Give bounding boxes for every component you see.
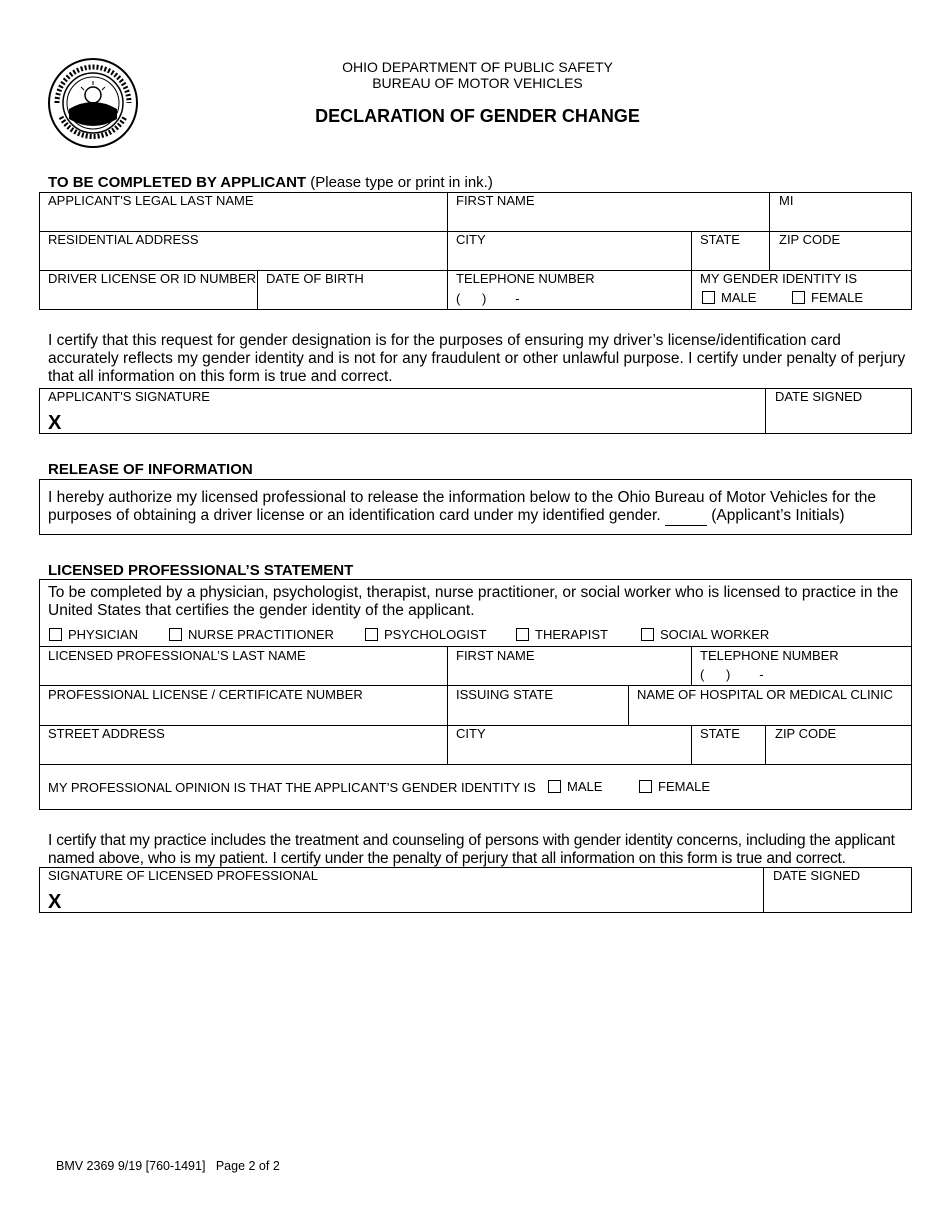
page-title: DECLARATION OF GENDER CHANGE — [315, 106, 640, 126]
professional-phone-field[interactable]: TELEPHONE NUMBER — [700, 648, 839, 663]
applicant-license-field[interactable]: DRIVER LICENSE OR ID NUMBER — [48, 271, 257, 286]
applicant-phone-format: ( ) - — [456, 291, 520, 306]
applicant-first-name-field[interactable]: FIRST NAME — [456, 193, 535, 208]
issuing-state-field[interactable]: ISSUING STATE — [456, 687, 554, 702]
social-worker-checkbox[interactable] — [641, 627, 769, 642]
checkbox-icon — [516, 628, 529, 641]
applicant-state-field[interactable]: STATE — [700, 232, 740, 247]
applicant-address-field[interactable]: RESIDENTIAL ADDRESS — [48, 232, 199, 247]
applicant-heading-note: (Please type or print in ink.) — [310, 174, 493, 191]
psychologist-label: PSYCHOLOGIST — [384, 627, 487, 642]
opinion-female-checkbox[interactable] — [639, 779, 710, 794]
therapist-label: THERAPIST — [535, 627, 608, 642]
professional-zip-field[interactable]: ZIP CODE — [775, 726, 837, 741]
checkbox-icon — [365, 628, 378, 641]
checkbox-icon — [169, 628, 182, 641]
female-label: FEMALE — [811, 290, 864, 305]
initials-label: (Applicant’s Initials) — [711, 507, 845, 524]
professional-signature-x: X — [48, 891, 62, 913]
applicant-heading — [48, 174, 493, 191]
bureau-name: BUREAU OF MOTOR VEHICLES — [372, 75, 583, 91]
opinion-female-label: FEMALE — [658, 779, 711, 794]
hospital-field[interactable]: NAME OF HOSPITAL OR MEDICAL CLINIC — [637, 687, 893, 702]
applicant-certification: I certify that this request for gender designation is for the purposes of ensuring my driver’s license/identification card accurately reflects my gender identity and is not for any fraudulent or other unlawful purpose. I certify under penalty of perjury that all information on this form is true and correct. — [48, 332, 906, 385]
professional-certification: I certify that my practice includes the treatment and counseling of persons with gender identity concerns, including the applicant named above, who is my patient. I certify under the penalty of perjury that all information on this form is true and correct. — [48, 832, 895, 867]
applicant-dob-field[interactable]: DATE OF BIRTH — [266, 271, 364, 286]
applicant-female-checkbox[interactable] — [792, 290, 863, 305]
professional-last-name-field[interactable]: LICENSED PROFESSIONAL’S LAST NAME — [48, 648, 306, 663]
opinion-male-checkbox[interactable] — [548, 779, 602, 794]
gender-identity-label: MY GENDER IDENTITY IS — [700, 271, 857, 286]
checkbox-icon — [49, 628, 62, 641]
professional-license-field[interactable]: PROFESSIONAL LICENSE / CERTIFICATE NUMBER — [48, 687, 363, 702]
checkbox-icon — [702, 291, 715, 304]
professional-street-field[interactable]: STREET ADDRESS — [48, 726, 165, 741]
applicant-heading-bold: TO BE COMPLETED BY APPLICANT — [48, 174, 307, 191]
release-body: I hereby authorize my licensed professional to release the information below to the Ohio Bureau of Motor Vehicles for the purposes of obtaining a driver license or an identification card under my identified gender. — [48, 489, 876, 524]
opinion-male-label: MALE — [567, 779, 603, 794]
form-number: BMV 2369 9/19 [760-1491] Page 2 of 2 — [56, 1159, 280, 1173]
applicant-signature-field[interactable]: APPLICANT'S SIGNATURE — [48, 389, 210, 404]
professional-first-name-field[interactable]: FIRST NAME — [456, 648, 535, 663]
social-worker-label: SOCIAL WORKER — [660, 627, 770, 642]
applicant-male-checkbox[interactable] — [702, 290, 756, 305]
applicant-last-name-field[interactable]: APPLICANT'S LEGAL LAST NAME — [48, 193, 254, 208]
professional-opinion-label: MY PROFESSIONAL OPINION IS THAT THE APPLICANT’S GENDER IDENTITY IS — [48, 780, 536, 795]
professional-date-signed-field[interactable]: DATE SIGNED — [773, 868, 861, 883]
checkbox-icon — [639, 780, 652, 793]
professional-phone-format: ( ) - — [700, 667, 764, 682]
dept-name: OHIO DEPARTMENT OF PUBLIC SAFETY — [342, 59, 613, 75]
nurse-practitioner-checkbox[interactable] — [169, 627, 334, 642]
applicant-date-signed-field[interactable]: DATE SIGNED — [775, 389, 863, 404]
therapist-checkbox[interactable] — [516, 627, 608, 642]
physician-checkbox[interactable] — [49, 627, 138, 642]
professional-city-field[interactable]: CITY — [456, 726, 486, 741]
checkbox-icon — [548, 780, 561, 793]
applicant-city-field[interactable]: CITY — [456, 232, 486, 247]
applicant-phone-field[interactable]: TELEPHONE NUMBER — [456, 271, 595, 286]
professional-intro: To be completed by a physician, psychologist, therapist, nurse practitioner, or social worker who is licensed to practice in the United States that certifies the gender identity of the applicant. — [48, 584, 899, 619]
physician-label: PHYSICIAN — [68, 627, 139, 642]
initials-input[interactable] — [665, 507, 707, 526]
checkbox-icon — [641, 628, 654, 641]
release-text — [48, 489, 906, 526]
male-label: MALE — [721, 290, 757, 305]
applicant-zip-field[interactable]: ZIP CODE — [779, 232, 841, 247]
professional-heading: LICENSED PROFESSIONAL’S STATEMENT — [48, 562, 354, 579]
professional-signature-field[interactable]: SIGNATURE OF LICENSED PROFESSIONAL — [48, 868, 318, 883]
applicant-mi-field[interactable]: MI — [779, 193, 794, 208]
psychologist-checkbox[interactable] — [365, 627, 487, 642]
checkbox-icon — [792, 291, 805, 304]
release-heading: RELEASE OF INFORMATION — [48, 461, 253, 478]
nurse-practitioner-label: NURSE PRACTITIONER — [188, 627, 334, 642]
applicant-signature-x: X — [48, 412, 62, 434]
professional-state-field[interactable]: STATE — [700, 726, 740, 741]
